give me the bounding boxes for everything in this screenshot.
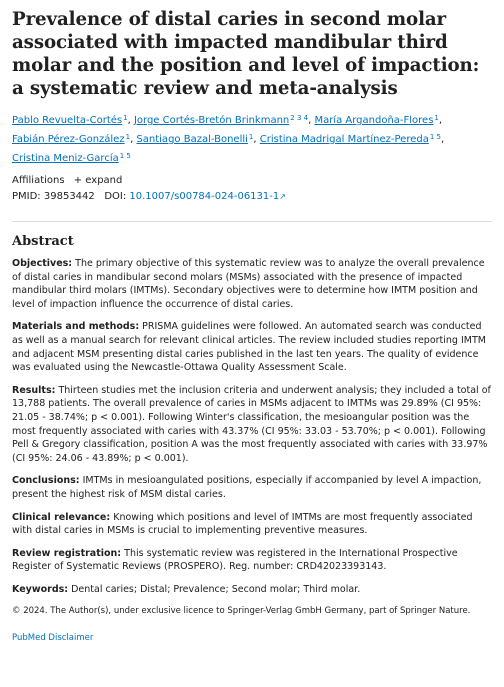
author-link[interactable]: Cristina Meniz-García bbox=[12, 153, 119, 164]
abstract-heading: Abstract bbox=[12, 234, 74, 249]
author-link[interactable]: Fabián Pérez-González bbox=[12, 134, 125, 145]
affiliations-row bbox=[12, 173, 492, 189]
author-link[interactable]: Cristina Madrigal Martínez-Pereda bbox=[259, 134, 429, 145]
section-text: PRISMA guidelines were followed. An automated search was conducted as well as a manual search for relevant clinical articles. The review included studies reporting IMTM and adjacent MSM presenting distal caries published in the last ten years. The quality of evidence was evaluated using the Newcastle-Ottawa Quality Assessment Scale. bbox=[12, 321, 486, 374]
pubmed-disclaimer-link[interactable]: PubMed Disclaimer bbox=[12, 633, 94, 644]
divider bbox=[12, 221, 492, 222]
section-label: Objectives: bbox=[12, 258, 73, 269]
section-label: Keywords: bbox=[12, 583, 69, 595]
section-text: This systematic review was registered in the International Prospective Register of Systematic Reviews (PROSPERO). Reg. number: CRD42023393143. bbox=[12, 547, 458, 573]
abstract-conclusions bbox=[12, 474, 492, 501]
abstract-results bbox=[12, 384, 492, 466]
section-label: Clinical relevance: bbox=[12, 511, 111, 523]
section-text: IMTMs in mesioangulated positions, especially if accompanied by level A impaction, present the highest risk of MSM distal caries. bbox=[12, 475, 482, 500]
article-title: Prevalence of distal caries in second molar associated with impacted mandibular third molar and the position and level of impaction: a systematic review and meta-analysis bbox=[12, 9, 480, 99]
expand-affiliations-button[interactable]: + expand bbox=[73, 175, 123, 186]
abstract-objectives bbox=[12, 257, 492, 311]
author-link[interactable]: María Argandoña-Flores bbox=[314, 115, 434, 126]
abstract-clinical-relevance bbox=[12, 511, 492, 538]
section-label: Conclusions: bbox=[12, 475, 80, 487]
pmid-label: PMID: bbox=[12, 191, 41, 202]
abstract-methods bbox=[12, 320, 492, 374]
abstract-keywords bbox=[12, 583, 492, 597]
section-label: Results: bbox=[12, 384, 56, 396]
author-link[interactable]: Santiago Bazal-Bonelli bbox=[136, 134, 248, 145]
section-label: Materials and methods: bbox=[12, 321, 140, 333]
author-affil-ref[interactable]: 1 bbox=[123, 114, 128, 122]
author-affil-ref[interactable]: 1 bbox=[248, 133, 254, 141]
section-text: Thirteen studies met the inclusion criteria and underwent analysis; they included a total of 13,788 patients. The overall prevalence of caries in MSMs adjacent to IMTMs was 29.89% (CI 95%: 21.05 - 38.74%; p < 0.001). Following Winter's classification, the mesioangular position was the most frequently associated with caries with 43.37% (CI 95%: 33.03 - 53.70%; p < 0.001). Following Pell & Gregory classification, position A was the most frequently associated with caries with 33.97% (CI 95%: 24.06 - 43.89%; p < 0.001). bbox=[12, 384, 491, 464]
doi-link[interactable]: 10.1007/s00784-024-06131-1 bbox=[129, 191, 280, 202]
author-affil-ref[interactable]: 1 bbox=[434, 114, 439, 122]
author-link[interactable]: Jorge Cortés-Bretón Brinkmann bbox=[133, 115, 290, 126]
author-affil-ref[interactable]: 1 bbox=[125, 133, 131, 141]
author-link[interactable]: Pablo Revuelta-Cortés bbox=[12, 115, 123, 126]
pmid-value: 39853442 bbox=[43, 191, 95, 202]
author-affil-ref[interactable]: 1 5 bbox=[429, 133, 441, 141]
doi-label: DOI: bbox=[104, 191, 127, 202]
affiliations-label: Affiliations bbox=[12, 175, 65, 186]
copyright-notice: © 2024. The Author(s), under exclusive licence to Springer-Verlag GmbH Germany, part of Springer Nature. bbox=[12, 606, 471, 617]
abstract-registration bbox=[12, 547, 492, 574]
section-text: The primary objective of this systematic review was to analyze the overall prevalence of distal caries in mandibular second molars (MSMs) associated with the presence of impacted mandibular third molars (IMTMs). Secondary objectives were to determine how IMTM position and level of impaction influence the occurrence of distal caries. bbox=[12, 258, 485, 310]
author-affil-ref[interactable]: 1 5 bbox=[119, 152, 131, 160]
section-label: Review registration: bbox=[12, 547, 122, 559]
identifiers-row bbox=[12, 189, 492, 205]
section-text: Dental caries; Distal; Prevalence; Second molar; Third molar. bbox=[71, 583, 361, 595]
external-link-icon: ↗ bbox=[279, 192, 286, 201]
author-list: Pablo Revuelta-Cortés$^1$, Jorge Cortés-Bretón Brinkmann$^{2 3 4}$, María Argandoña-Flores$^1$, Fabián Pérez-González$^1$, Santiago Bazal-Bonelli$^1$, Cristina Madrigal Martínez-Pereda$^{1 5}$, Cristina Meniz-García$^{1 5}$ bbox=[12, 114, 445, 164]
section-text: Knowing which positions and level of IMTMs are most frequently associated with distal caries in MSMs is crucial to implementing preventive measures. bbox=[12, 511, 473, 537]
author-affil-ref[interactable]: 2 3 4 bbox=[290, 114, 309, 122]
